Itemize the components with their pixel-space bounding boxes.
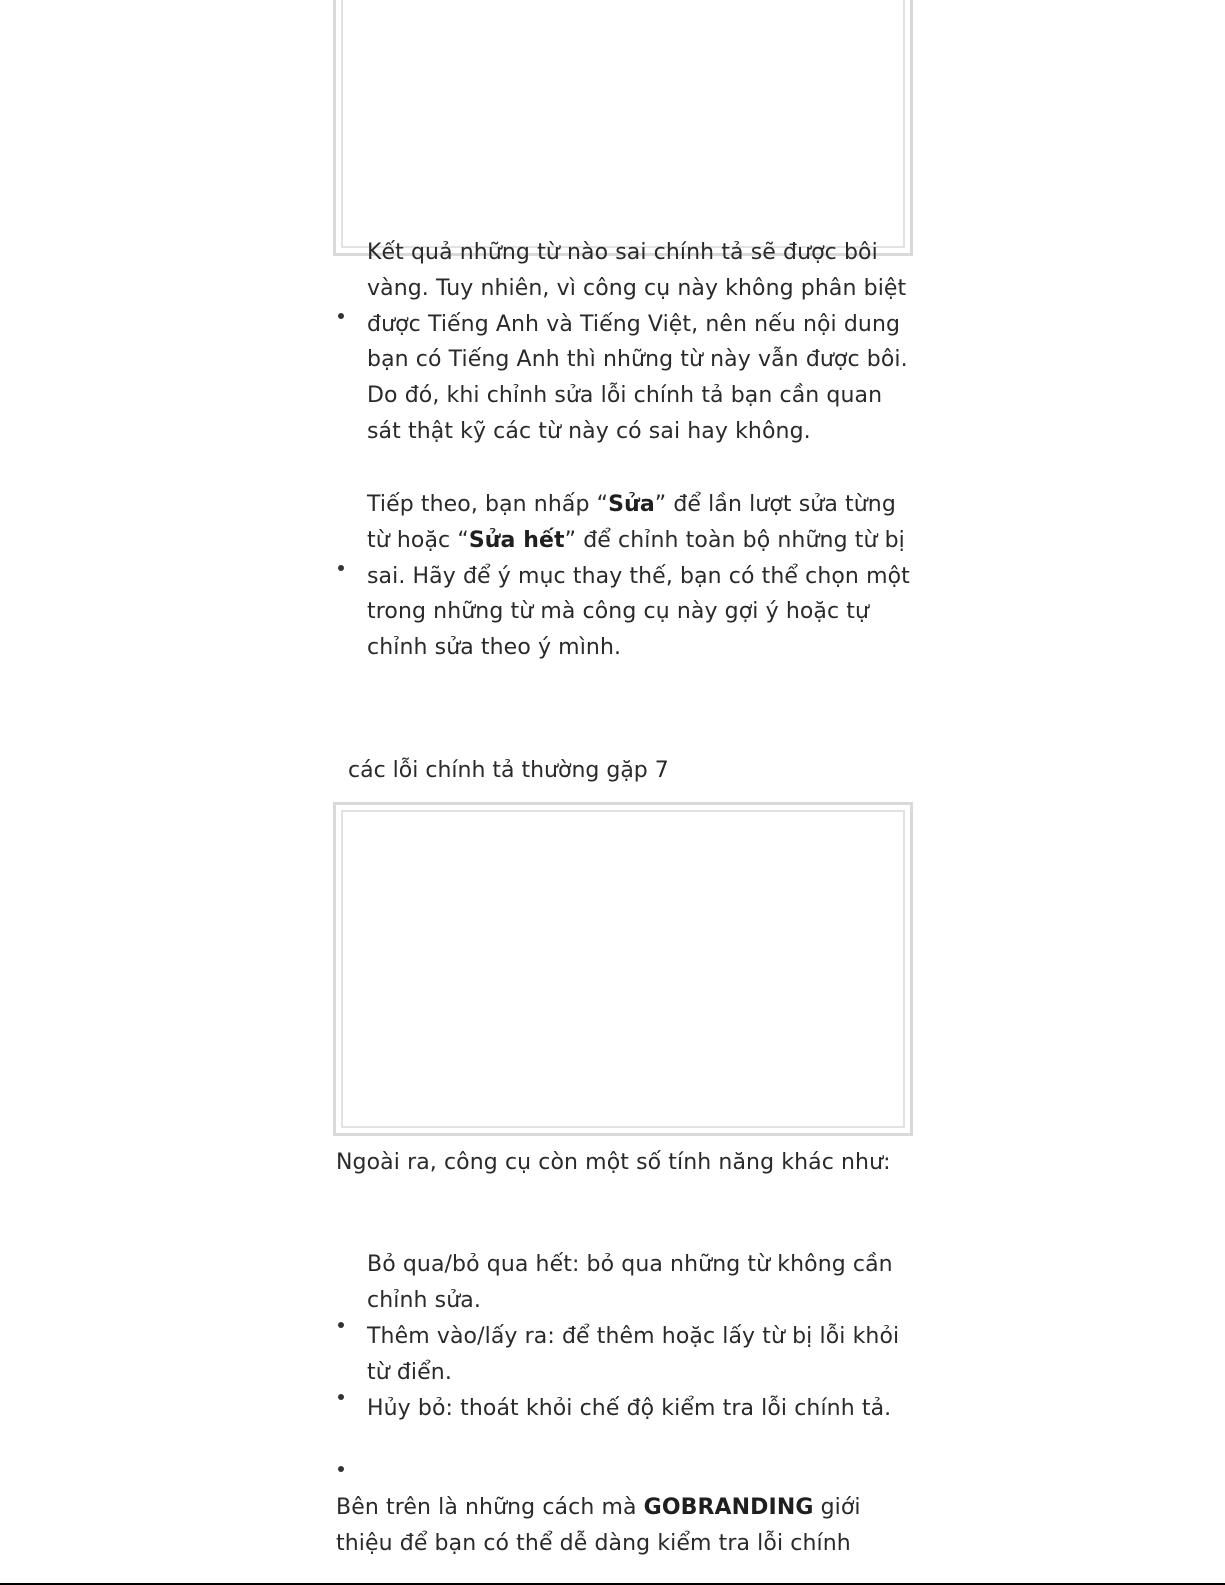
fix-label: Sửa <box>608 492 655 517</box>
step-bullet-fix <box>367 487 917 666</box>
features-intro: Ngoài ra, công cụ còn một số tính năng khác như: <box>336 1150 891 1175</box>
article-image-middle <box>333 802 913 1136</box>
image-caption: các lỗi chính tả thường gặp 7 <box>348 758 669 783</box>
bullet-dot <box>338 1466 344 1472</box>
closing-paragraph <box>336 1490 916 1562</box>
article-image-top <box>333 0 913 256</box>
bullet-dot <box>338 565 344 571</box>
step-text: Tiếp theo, bạn nhấp “ <box>367 492 609 517</box>
brand-name: GOBRANDING <box>643 1495 814 1520</box>
fix-all-label: Sửa hết <box>468 527 565 553</box>
feature-bullet-cancel: Hủy bỏ: thoát khỏi chế độ kiểm tra lỗi chính tả. <box>367 1396 892 1421</box>
step-text: ” để lần lượt sửa từng từ hoặc “ <box>367 492 896 553</box>
step-bullet-result: Kết quả những từ nào sai chính tả sẽ được bôi vàng. Tuy nhiên, vì công cụ này không phân biệt được Tiếng Anh và Tiếng Việt, nên nếu nội dung bạn có Tiếng Anh thì những từ này vẫn được bôi. Do đó, khi chỉnh sửa lỗi chính tả bạn cần quan sát thật kỹ các từ này có sai hay không. <box>367 240 908 444</box>
bullet-dot <box>338 313 344 319</box>
step-text: ” để chỉnh toàn bộ những từ bị sai. Hãy để ý mục thay thế, bạn có thể chọn một trong những từ mà công cụ này gợi ý hoặc tự chỉnh sửa theo ý mình. <box>367 527 910 661</box>
bullet-dot <box>338 1322 344 1328</box>
closing-text: Bên trên là những cách mà <box>336 1495 644 1520</box>
closing-text: giới thiệu để bạn có thể dễ dàng kiểm tra lỗi chính <box>336 1495 861 1556</box>
bullet-dot <box>338 1394 344 1400</box>
feature-bullet-skip: Bỏ qua/bỏ qua hết: bỏ qua những từ không cần chỉnh sửa. <box>367 1252 893 1313</box>
feature-bullet-dictionary: Thêm vào/lấy ra: để thêm hoặc lấy từ bị lỗi khỏi từ điển. <box>367 1324 900 1385</box>
